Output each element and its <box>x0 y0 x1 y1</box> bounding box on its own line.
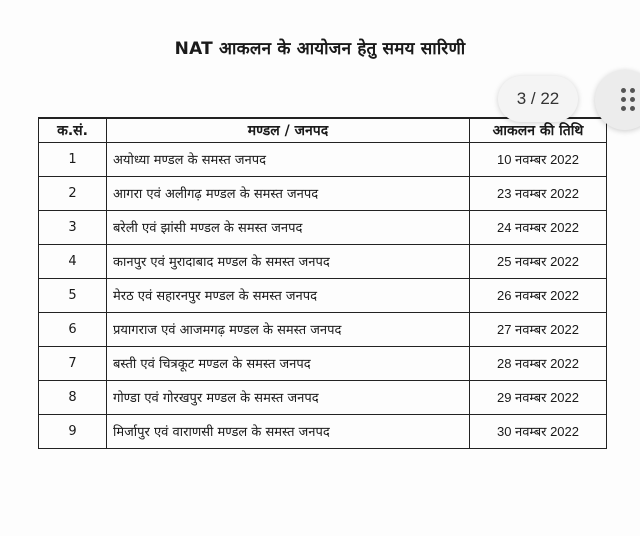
row-date: 29 नवम्बर 2022 <box>470 380 607 414</box>
row-division: मेरठ एवं सहारनपुर मण्डल के समस्त जनपद <box>107 278 470 312</box>
row-date: 24 नवम्बर 2022 <box>470 210 607 244</box>
row-serial-number: 7 <box>39 346 107 380</box>
grid-dots-icon <box>621 88 639 112</box>
row-serial-number: 3 <box>39 210 107 244</box>
row-date: 26 नवम्बर 2022 <box>470 278 607 312</box>
row-division: बरेली एवं झांसी मण्डल के समस्त जनपद <box>107 210 470 244</box>
row-date: 23 नवम्बर 2022 <box>470 176 607 210</box>
table-row <box>39 278 607 312</box>
table-row <box>39 380 607 414</box>
row-date: 28 नवम्बर 2022 <box>470 346 607 380</box>
document-title: NAT आकलन के आयोजन हेतु समय सारिणी <box>174 39 466 59</box>
row-division: प्रयागराज एवं आजमगढ़ मण्डल के समस्त जनपद <box>107 312 470 346</box>
table-row <box>39 244 607 278</box>
header-assessment-date: आकलन की तिथि <box>470 118 607 142</box>
table-row <box>39 142 607 176</box>
row-serial-number: 5 <box>39 278 107 312</box>
row-division: गोण्डा एवं गोरखपुर मण्डल के समस्त जनपद <box>107 380 470 414</box>
row-date: 25 नवम्बर 2022 <box>470 244 607 278</box>
table-row <box>39 176 607 210</box>
row-serial-number: 4 <box>39 244 107 278</box>
row-serial-number: 9 <box>39 414 107 448</box>
schedule-table <box>38 117 607 449</box>
table-row <box>39 210 607 244</box>
row-date: 10 नवम्बर 2022 <box>470 142 607 176</box>
table-row <box>39 414 607 448</box>
row-serial-number: 8 <box>39 380 107 414</box>
row-division: अयोध्या मण्डल के समस्त जनपद <box>107 142 470 176</box>
row-serial-number: 1 <box>39 142 107 176</box>
row-serial-number: 2 <box>39 176 107 210</box>
header-division-district: मण्डल / जनपद <box>107 118 470 142</box>
table-row <box>39 346 607 380</box>
row-division: आगरा एवं अलीगढ़ मण्डल के समस्त जनपद <box>107 176 470 210</box>
row-serial-number: 6 <box>39 312 107 346</box>
row-date: 30 नवम्बर 2022 <box>470 414 607 448</box>
table-row <box>39 312 607 346</box>
row-date: 27 नवम्बर 2022 <box>470 312 607 346</box>
row-division: मिर्जापुर एवं वाराणसी मण्डल के समस्त जनपद <box>107 414 470 448</box>
row-division: कानपुर एवं मुरादाबाद मण्डल के समस्त जनपद <box>107 244 470 278</box>
row-division: बस्ती एवं चित्रकूट मण्डल के समस्त जनपद <box>107 346 470 380</box>
page-indicator: 3 / 22 <box>498 76 578 122</box>
header-serial-number: क.सं. <box>39 118 107 142</box>
